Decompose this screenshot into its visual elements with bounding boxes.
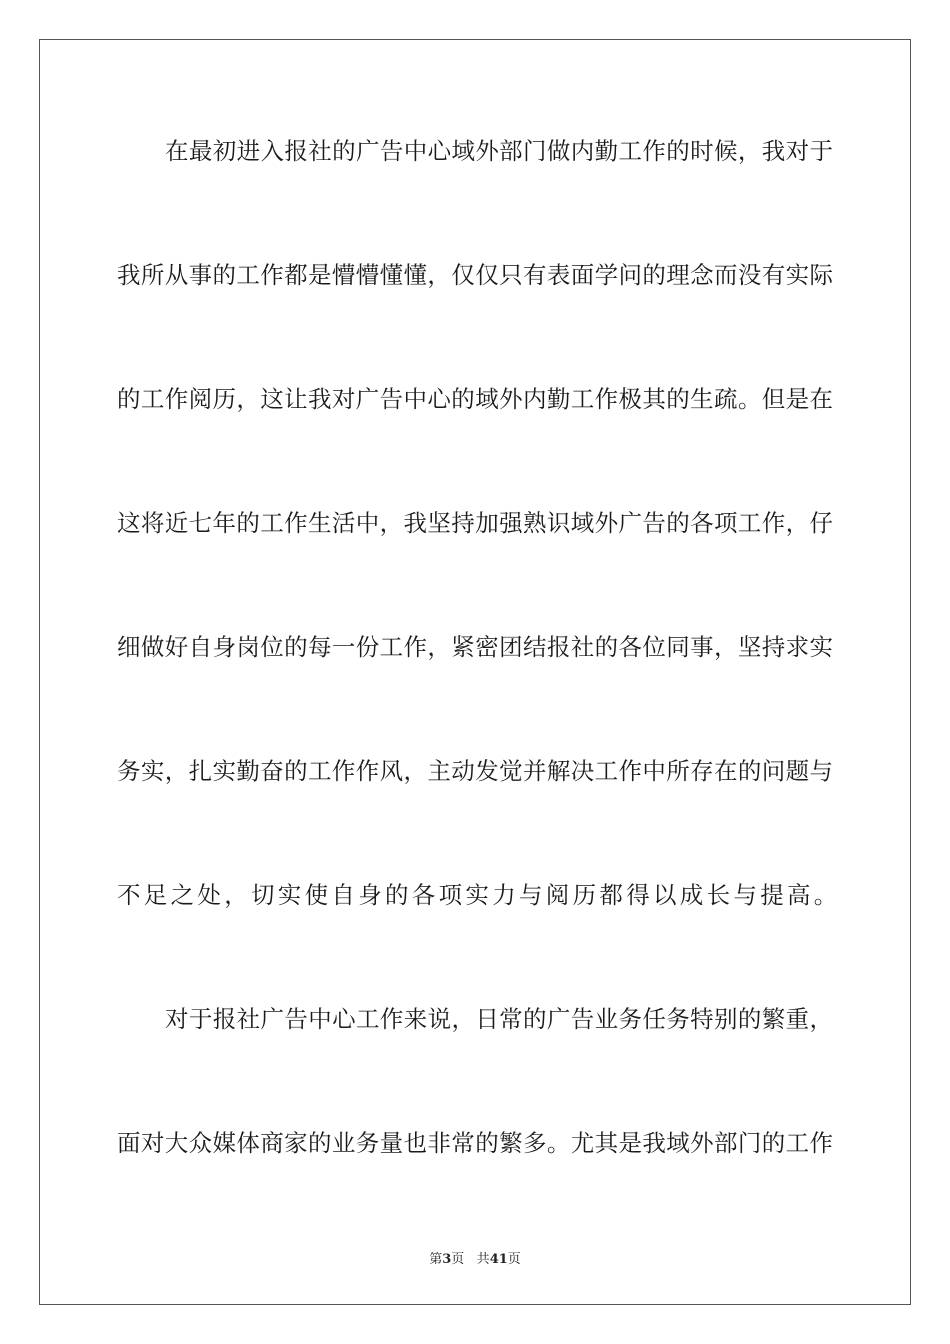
paragraph-1-line-6: 务实，扎实勤奋的工作作风，主动发觉并解决工作中所存在的问题与 [117, 757, 833, 785]
footer-total-pages: 41 [489, 1252, 508, 1267]
page-footer [0, 1248, 950, 1267]
footer-total-prefix: 共 [476, 1252, 490, 1267]
paragraph-1-line-1: 在最初进入报社的广告中心域外部门做内勤工作的时候，我对于 [165, 137, 833, 165]
paragraph-1-line-7: 不足之处，切实使自身的各项实力与阅历都得以成长与提高。 [117, 881, 841, 909]
page-border [39, 39, 911, 1305]
footer-page-word: 页 [451, 1252, 465, 1267]
footer-prefix: 第 [429, 1252, 443, 1267]
paragraph-1-line-5: 细做好自身岗位的每一份工作，紧密团结报社的各位同事，坚持求实 [117, 633, 833, 661]
paragraph-2-line-2: 面对大众媒体商家的业务量也非常的繁多。尤其是我域外部门的工作 [117, 1129, 833, 1157]
paragraph-1-line-2: 我所从事的工作都是懵懵懂懂，仅仅只有表面学问的理念而没有实际 [117, 261, 833, 289]
footer-total-suffix: 页 [507, 1252, 521, 1267]
paragraph-1-line-4: 这将近七年的工作生活中，我坚持加强熟识域外广告的各项工作，仔 [117, 509, 833, 537]
paragraph-1-line-3: 的工作阅历，这让我对广告中心的域外内勤工作极其的生疏。但是在 [117, 385, 833, 413]
footer-current-page: 3 [442, 1252, 452, 1267]
paragraph-2-line-1: 对于报社广告中心工作来说，日常的广告业务任务特别的繁重， [165, 1005, 833, 1033]
